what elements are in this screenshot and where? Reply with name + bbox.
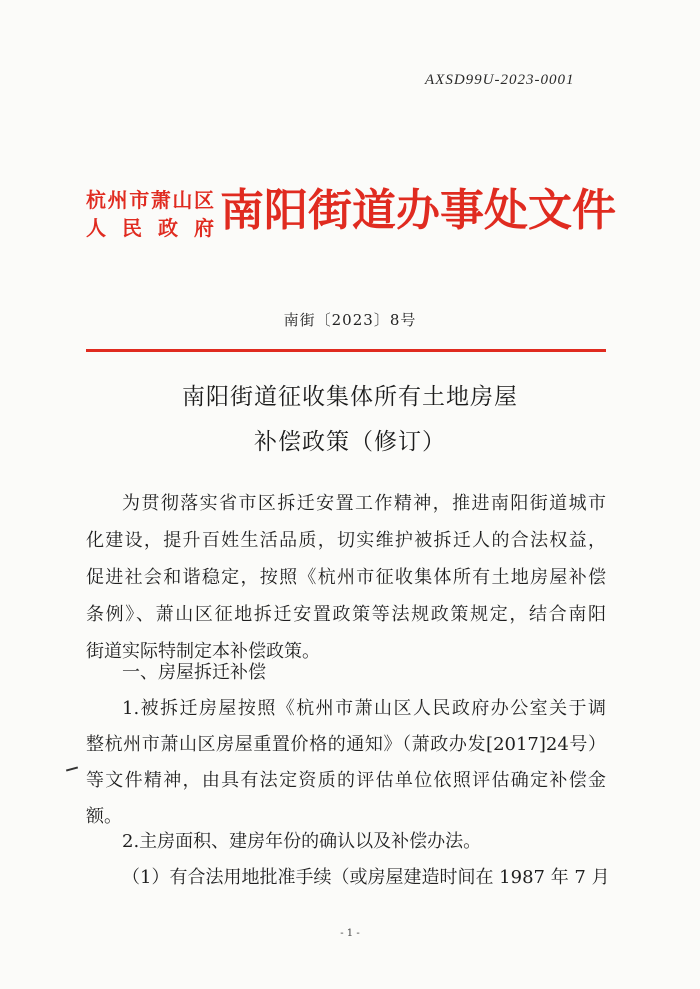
- intro-line-2: 化建设，提升百姓生活品质，切实维护被拆迁人的合法权益，: [86, 530, 606, 551]
- scan-mark: [66, 766, 78, 771]
- page-number: - 1 -: [340, 928, 360, 939]
- intro-line-3: 促进社会和谐稳定，按照《杭州市征收集体所有土地房屋补偿: [86, 567, 606, 588]
- document-title-line-1: 南阳街道征收集体所有土地房屋: [182, 384, 518, 410]
- item1-line-3: 等文件精神，由具有法定资质的评估单位依照评估确定补偿金: [86, 770, 606, 791]
- document-title-line-2: 补偿政策（修订）: [254, 429, 446, 455]
- item2-1-line-1: （1）有合法用地批准手续（或房屋建造时间在 1987 年 7 月: [122, 867, 610, 888]
- item1-line-2: 整杭州市萧山区房屋重置价格的通知》（萧政办发[2017]24号）: [86, 734, 606, 755]
- document-code: AXSD99U-2023-0001: [425, 72, 575, 88]
- issuer-line-2: 人民政府: [86, 216, 214, 240]
- item1-line-4: 额。: [86, 806, 122, 827]
- red-divider-line: [86, 349, 606, 352]
- intro-line-1: 为贯彻落实省市区拆迁安置工作精神，推进南阳街道城市: [122, 493, 606, 514]
- section-heading-1: 一、房屋拆迁补偿: [122, 662, 266, 683]
- item1-line-1: 1.被拆迁房屋按照《杭州市萧山区人民政府办公室关于调: [122, 698, 606, 719]
- item2-line-1: 2.主房面积、建房年份的确认以及补偿办法。: [122, 831, 482, 852]
- office-title: 南阳街道办事处文件: [220, 185, 616, 236]
- intro-line-5: 街道实际特制定本补偿政策。: [86, 641, 320, 662]
- document-number: 南街〔2023〕8号: [283, 311, 417, 329]
- intro-line-4: 条例》、萧山区征地拆迁安置政策等法规政策规定，结合南阳: [86, 604, 606, 625]
- issuer-block: [86, 186, 214, 242]
- issuer-line-1: 杭州市萧山区: [86, 188, 214, 212]
